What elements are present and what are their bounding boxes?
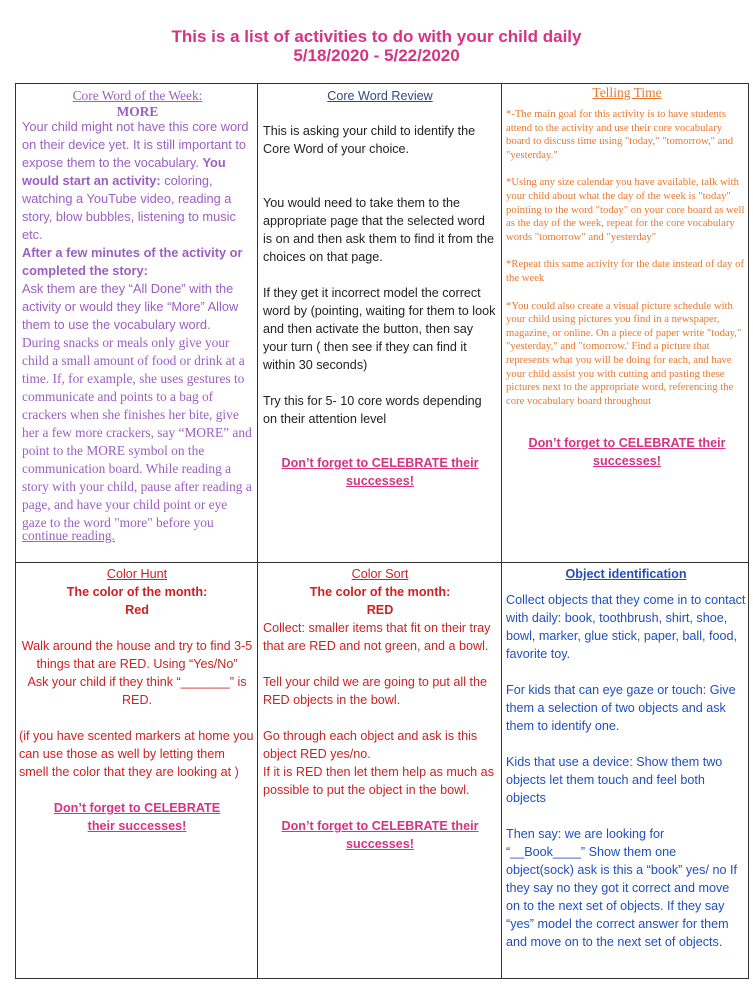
core-word-week-after: After a few minutes of the activity or completed the story: [22,245,243,278]
telling-time-cell [506,84,748,560]
core-word-review-p4: Try this for 5- 10 core words depending on their attention level [263,394,482,426]
date-range: 5/18/2020 - 5/22/2020 [293,46,460,65]
core-word-week-header: Core Word of the Week: [72,88,203,103]
color-hunt-p2: Ask your child if they think “_______” is RED. [27,675,247,707]
color-hunt-cell [19,565,255,978]
color-sort-month-color: RED [366,603,394,617]
core-word-week-text: Your child might not have this core word on their device yet. It is still important to expose them to the vocabulary. You would start an activity: coloring, watching a YouTube video, reading a story, blow bubbles, listening to music etc. [22,119,249,242]
color-hunt-p3: (if you have scented markers at home you can use those as well by letting them smell the color that they are looking at ) [19,729,254,779]
core-word-review-celebrate: Don’t forget to CELEBRATE their successes! [281,456,479,488]
telling-time-p1: *-The main goal for this activity is to have students attend to the activity and use their core vocabulary board to discuss time using "today," "tomorrow," and "yesterday." [506,108,734,161]
color-hunt-header: Color Hunt [106,567,168,581]
column-divider [257,84,258,978]
core-word-week-ask: Ask them are they “All Done” with the activity or would they like “More” Allow them to use the vocabulary word. [22,281,239,332]
core-word-review-p2: You would need to take them to the appropriate page that the selected word is on and then ask them to find it from the choices on that page. [263,196,495,264]
color-sort-month-label: The color of the month: [309,585,451,599]
telling-time-p2: *Using any size calendar you have available, talk with your child about what the day of the week is "today" pointing to the word "today" on your core board as well as the day of the week, repeat for the core vocabulary words "tomorrow" and "yesterday" [506,176,745,243]
color-sort-header: Color Sort [351,567,409,581]
color-sort-p1: Collect: smaller items that fit on their tray that are RED and not green, and a bowl. [263,621,491,653]
telling-time-header: Telling Time [592,85,662,100]
core-word: MORE [116,104,159,119]
core-word-review-cell [263,87,497,561]
telling-time-p4: *You could also create a visual picture schedule with your child using pictures you find in a newspaper, magazine, or online. On a piece of paper write "today," "yesterday," and "tomorrow.' Find a picture that represents what you will be doing for each, and have your child assist you with cutting and pasting these pictures next to the appropriate word, referencing the core vocabulary board throughout [506,299,742,407]
activity-grid [15,83,749,979]
color-sort-p2: Tell your child we are going to put all the RED objects in the bowl. [263,675,488,707]
core-word-week-snack: During snacks or meals only give your child a small amount of food or drink at a time. If, for example, she uses gestures to communicate and points to a bag of crackers when she finishes her bite, give her a few more crackers, say “MORE” and point to the MORE symbol on the communication board. While reading a story with your child, pause after reading a page, and have your child point or eye gaze to the word "more" before you [22,335,252,530]
color-sort-p4: If it is RED then let them help as much as possible to put the object in the bowl. [263,765,494,797]
color-sort-cell [263,565,497,978]
core-word-review-p1: This is asking your child to identify the Core Word of your choice. [263,124,476,156]
core-word-review-header: Core Word Review [327,89,433,103]
core-word-review-p3: If they get it incorrect model the correct word by (pointing, waiting for them to look and then activate the button, then say your turn ( then see if they can find it within 30 seconds) [263,286,496,372]
color-sort-celebrate: Don’t forget to CELEBRATE their successes! [281,819,479,851]
color-hunt-celebrate: Don’t forget to CELEBRATE their successes! [53,801,221,833]
core-word-week-cell [22,87,253,561]
object-identification-p1: Collect objects that they come in to contact with daily: book, toothbrush, shirt, shoe, bowl, marker, glue stick, paper, ball, food, favorite toy. [506,593,746,661]
telling-time-p3: *Repeat this same activity for the date instead of day of the week [506,258,745,284]
telling-time-celebrate: Don’t forget to CELEBRATE their successes! [528,436,726,469]
color-hunt-month-label: The color of the month: [66,585,208,599]
color-hunt-month-color: Red [125,603,149,617]
column-divider [501,84,502,978]
color-hunt-p1: Walk around the house and try to find 3-5 things that are RED. Using “Yes/No” [21,639,253,671]
page-title: This is a list of activities to do with your child daily [171,27,582,46]
color-sort-p3: Go through each object and ask is this object RED yes/no. [263,729,478,761]
object-identification-p4: Then say: we are looking for “__Book____” Show them one object(sock) ask is this a “book” yes/ no If they say no they got it correct and move on to the next set of objects. If they say “yes” model the correct answer for them and move on to the next set of objects. [506,827,737,949]
object-identification-p3: Kids that use a device: Show them two objects let them touch and feel both objects [506,755,723,805]
core-word-week-cutoff: continue reading. [22,528,115,543]
object-identification-header: Object identification [565,567,687,581]
object-identification-cell [506,565,746,978]
row-divider [16,562,748,563]
object-identification-p2: For kids that can eye gaze or touch: Give them a selection of two objects and ask them to identify one. [506,683,736,733]
